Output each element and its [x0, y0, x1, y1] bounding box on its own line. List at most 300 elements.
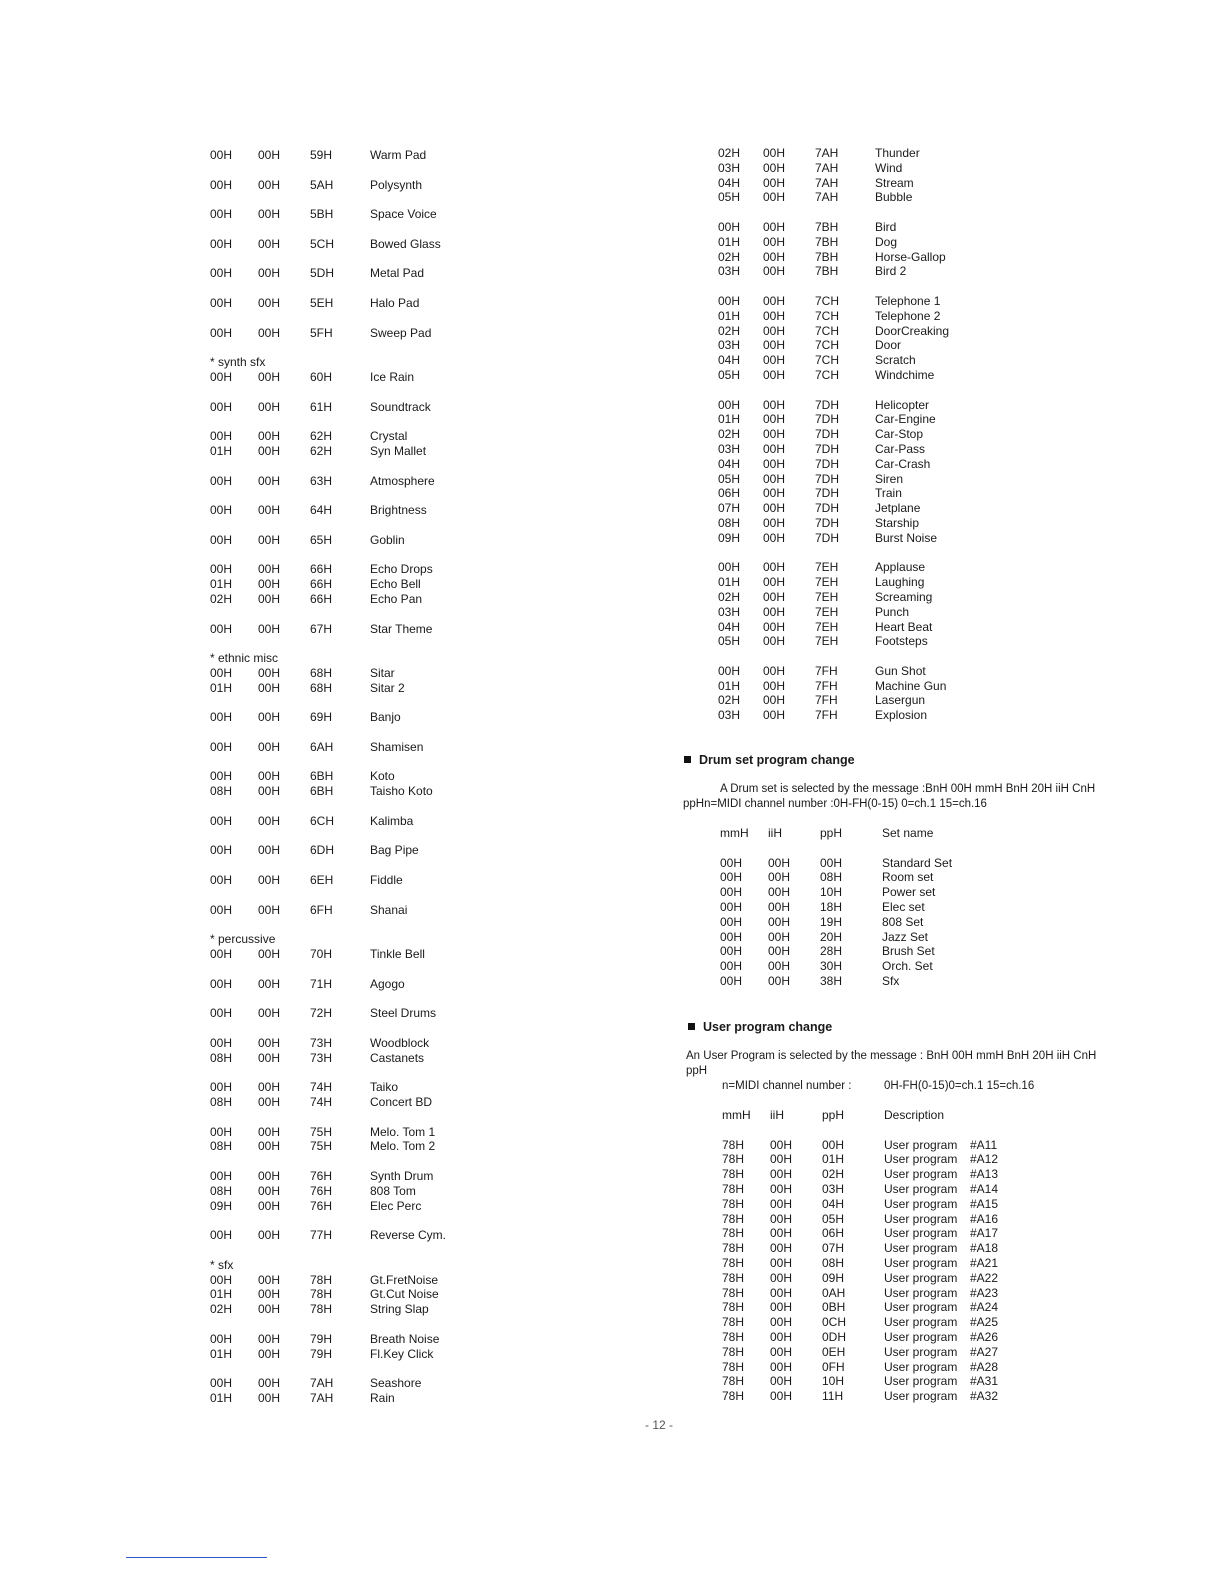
user-program-table [722, 1108, 1042, 1404]
cell: 00H [763, 501, 786, 516]
instrument-row [683, 353, 1153, 368]
cell: 00H [768, 885, 791, 900]
group-spacer [210, 962, 680, 977]
cell: 06H [718, 486, 741, 501]
instrument-row [210, 1273, 680, 1288]
cell: Dog [875, 234, 898, 249]
cell: 78H [722, 1241, 745, 1256]
cell: 7AH [815, 146, 839, 160]
cell: 04H [718, 353, 741, 368]
group-spacer [210, 459, 680, 474]
cell: User program [884, 1315, 958, 1330]
cell: #A15 [970, 1196, 999, 1211]
cell: Castanets [370, 1050, 425, 1065]
cell: 00H [258, 1139, 281, 1154]
group-spacer [210, 281, 680, 296]
cell: User program [884, 1152, 958, 1167]
cell: Fiddle [370, 873, 403, 888]
user-program-row [722, 1197, 1042, 1212]
instrument-row [683, 235, 1153, 250]
group-spacer [210, 518, 680, 533]
instrument-row [210, 1391, 680, 1406]
cell: 7AH [310, 1376, 334, 1391]
group-spacer [210, 858, 680, 873]
cell: 74H [310, 1080, 333, 1095]
cell: 00H [720, 885, 743, 900]
drum-set-heading: Drum set program change [684, 753, 855, 767]
user-program-row [722, 1241, 1042, 1256]
cell: 00H [763, 308, 786, 323]
cell: 7DH [815, 427, 840, 442]
cell: 04H [718, 175, 741, 190]
cell: 06H [822, 1226, 845, 1241]
cell: User program [884, 1389, 958, 1404]
cell: 00H [770, 1196, 793, 1211]
cell: 00H [763, 471, 786, 486]
cell: 00H [210, 739, 233, 754]
cell: 00H [720, 973, 743, 988]
cell: Concert BD [370, 1095, 433, 1109]
cell: Metal Pad [370, 266, 425, 281]
cell: 7CH [815, 293, 840, 308]
cell: #A21 [970, 1255, 999, 1270]
cell: 08H [718, 515, 741, 530]
instrument-row [210, 814, 680, 829]
cell: Melo. Tom 1 [370, 1124, 436, 1139]
cell: mmH [720, 826, 749, 840]
cell: 00H [210, 429, 233, 444]
group-spacer [210, 917, 680, 932]
cell: 00H [763, 219, 786, 234]
instrument-row [210, 148, 680, 163]
cell: 00H [258, 1168, 281, 1183]
cell: 08H [210, 1139, 233, 1154]
cell: 08H [820, 870, 843, 885]
cell: 00H [258, 325, 281, 340]
cell: Elec set [882, 899, 925, 914]
cell: 10H [820, 885, 843, 900]
instrument-row [683, 605, 1153, 620]
cell: 7DH [815, 456, 840, 471]
cell: Woodblock [370, 1035, 430, 1050]
cell: 00H [258, 769, 281, 784]
instrument-row [210, 1376, 680, 1391]
cell: 78H [722, 1329, 745, 1344]
cell: Koto [370, 769, 395, 784]
cell: 7CH [815, 353, 840, 368]
category-label: * sfx [210, 1257, 234, 1272]
instrument-row [210, 1139, 680, 1154]
cell: 7DH [815, 486, 840, 501]
cell: 78H [722, 1285, 745, 1300]
cell: 78H [722, 1389, 745, 1404]
user-program-row [722, 1226, 1042, 1241]
cell: Atmosphere [370, 473, 435, 488]
cell: 30H [820, 959, 843, 974]
cell: Bubble [875, 190, 913, 205]
instrument-row [210, 178, 680, 193]
cell: 00H [720, 870, 743, 885]
cell: Punch [875, 604, 910, 619]
user-program-row [722, 1286, 1042, 1301]
cell: 00H [763, 589, 786, 604]
cell: 73H [310, 1050, 333, 1065]
cell: 01H [718, 412, 741, 427]
category-label: * synth sfx [210, 355, 266, 370]
cell: 68H [310, 665, 333, 680]
cell: 00H [210, 325, 233, 340]
right-instrument-list [683, 146, 1153, 723]
cell: 00H [258, 295, 281, 310]
cell: 05H [718, 367, 741, 382]
cell: Gt.FretNoise [370, 1272, 439, 1287]
cell: User program [884, 1167, 958, 1182]
cell: Kalimba [370, 813, 414, 828]
group-spacer [720, 841, 1020, 856]
cell: 78H [722, 1374, 745, 1389]
cell: 00H [258, 1228, 281, 1243]
cell: 00H [768, 870, 791, 885]
cell: Starship [875, 515, 920, 530]
category-label: * ethnic misc [210, 651, 279, 666]
cell: 00H [258, 843, 281, 858]
instrument-row [210, 740, 680, 755]
cell: Bag Pipe [370, 843, 419, 858]
user-program-heading: User program change [688, 1020, 832, 1034]
cell: 78H [722, 1211, 745, 1226]
cell: 00H [770, 1329, 793, 1344]
cell: Reverse Cym. [370, 1228, 447, 1243]
instrument-row [683, 575, 1153, 590]
instrument-row [210, 370, 680, 385]
cell: User program [884, 1285, 958, 1300]
cell: 00H [763, 249, 786, 264]
cell: #A27 [970, 1344, 999, 1359]
user-program-row [722, 1315, 1042, 1330]
cell: 00H [210, 813, 233, 828]
cell: 00H [720, 899, 743, 914]
cell: 00H [258, 680, 281, 695]
instrument-row [210, 1287, 680, 1302]
drum-set-table [720, 826, 1020, 989]
instrument-row [683, 531, 1153, 546]
cell: 76H [310, 1198, 333, 1213]
user-program-row [722, 1182, 1042, 1197]
cell: 05H [718, 634, 741, 649]
cell: 00H [763, 293, 786, 308]
cell: 05H [718, 190, 741, 205]
group-spacer [683, 383, 1153, 398]
cell: 01H [210, 443, 233, 458]
cell: 79H [310, 1331, 333, 1346]
group-spacer [210, 222, 680, 237]
cell: 7EH [815, 575, 839, 590]
user-program-row [722, 1212, 1042, 1227]
cell: 00H [210, 1006, 233, 1021]
cell: Rain [370, 1390, 395, 1405]
bullet-square-icon [688, 1023, 695, 1030]
cell: 78H [310, 1287, 333, 1302]
cell: 78H [722, 1167, 745, 1182]
cell: 00H [258, 148, 281, 162]
cell: 00H [258, 710, 281, 725]
cell: 00H [210, 562, 233, 577]
cell: Car-Engine [875, 412, 936, 427]
cell: 7EH [815, 619, 839, 634]
group-spacer [210, 192, 680, 207]
cell: Echo Pan [370, 591, 423, 606]
cell: 7AH [815, 190, 839, 205]
group-spacer [210, 1317, 680, 1332]
cell: Applause [875, 560, 926, 575]
cell: Tinkle Bell [370, 947, 425, 962]
user-program-row [722, 1300, 1042, 1315]
instrument-row [210, 1332, 680, 1347]
cell: 0EH [822, 1344, 846, 1359]
cell: 00H [720, 944, 743, 959]
cell: User program [884, 1255, 958, 1270]
instrument-row [210, 681, 680, 696]
cell: 6FH [310, 902, 333, 917]
cell: 59H [310, 148, 333, 162]
cell: 01H [718, 575, 741, 590]
bullet-square-icon [684, 756, 691, 763]
drum-set-row [720, 870, 1020, 885]
cell: 00H [258, 902, 281, 917]
cell: 00H [763, 708, 786, 723]
cell: 5EH [310, 295, 334, 310]
cell: #A22 [970, 1270, 999, 1285]
cell: Polysynth [370, 177, 423, 192]
cell: Synth Drum [370, 1168, 434, 1183]
cell: 0CH [822, 1315, 847, 1330]
cell: 00H [763, 663, 786, 678]
cell: 02H [822, 1167, 845, 1182]
instrument-row [683, 679, 1153, 694]
cell: 5DH [310, 266, 335, 281]
instrument-row [683, 560, 1153, 575]
cell: Syn Mallet [370, 443, 427, 458]
cell: 09H [718, 530, 741, 545]
cell: 00H [763, 693, 786, 708]
cell: 00H [768, 929, 791, 944]
cell: Taiko [370, 1080, 399, 1095]
cell: 03H [718, 441, 741, 456]
cell: 65H [310, 532, 333, 547]
cell: 7BH [815, 219, 839, 234]
cell: 7EH [815, 560, 839, 575]
cell: 00H [763, 530, 786, 545]
cell: 00H [210, 1331, 233, 1346]
instrument-row [683, 294, 1153, 309]
cell: 09H [210, 1198, 233, 1213]
cell: 00H [763, 175, 786, 190]
cell: 7DH [815, 412, 840, 427]
cell: 00H [770, 1211, 793, 1226]
cell: 7EH [815, 634, 839, 649]
cell: 00H [210, 769, 233, 784]
cell: 00H [258, 369, 281, 384]
cell: 00H [770, 1226, 793, 1241]
user-program-row [722, 1256, 1042, 1271]
cell: Soundtrack [370, 399, 431, 414]
cell: Taisho Koto [370, 784, 433, 799]
cell: 08H [822, 1255, 845, 1270]
cell: 00H [258, 1331, 281, 1346]
cell: #A14 [970, 1181, 999, 1196]
instrument-row [210, 1051, 680, 1066]
user-program-channel-label: n=MIDI channel number : [722, 1080, 852, 1092]
instrument-row [683, 368, 1153, 383]
cell: 78H [722, 1255, 745, 1270]
cell: 808 Set [882, 914, 924, 929]
cell: 01H [210, 577, 233, 592]
cell: Sweep Pad [370, 325, 432, 340]
cell: Seashore [370, 1376, 422, 1391]
cell: 72H [310, 1006, 333, 1021]
cell: 00H [210, 710, 233, 725]
cell: 03H [822, 1181, 845, 1196]
cell: 03H [718, 264, 741, 279]
cell: 68H [310, 680, 333, 695]
cell: 11H [822, 1389, 844, 1404]
cell: 00H [258, 1272, 281, 1287]
cell: 00H [258, 1346, 281, 1361]
cell: User program [884, 1300, 958, 1315]
group-spacer [210, 695, 680, 710]
cell: 00H [258, 443, 281, 458]
cell: 7DH [815, 530, 840, 545]
cell: #A13 [970, 1167, 999, 1182]
instrument-row [210, 429, 680, 444]
instrument-row [683, 324, 1153, 339]
cell: 77H [310, 1228, 333, 1243]
cell: 78H [722, 1137, 745, 1152]
cell: #A12 [970, 1152, 999, 1167]
cell: 00H [763, 234, 786, 249]
cell: Orch. Set [882, 959, 933, 974]
instrument-row [683, 190, 1153, 205]
cell: #A31 [970, 1374, 999, 1389]
instrument-row [210, 1199, 680, 1214]
left-instrument-list [210, 148, 680, 1406]
cell: 00H [763, 486, 786, 501]
instrument-row [683, 412, 1153, 427]
cell: 78H [310, 1302, 333, 1317]
instrument-row [683, 250, 1153, 265]
group-spacer [683, 205, 1153, 220]
instrument-row [210, 1036, 680, 1051]
cell: 02H [210, 591, 233, 606]
instrument-row [210, 843, 680, 858]
cell: Shamisen [370, 739, 424, 754]
cell: 78H [722, 1300, 745, 1315]
cell: 00H [720, 929, 743, 944]
cell: 08H [210, 784, 233, 799]
cell: 19H [820, 914, 843, 929]
cell: 00H [718, 219, 741, 234]
cell: User program [884, 1329, 958, 1344]
cell: Ice Rain [370, 369, 415, 384]
cell: 00H [770, 1137, 793, 1152]
cell: DoorCreaking [875, 323, 950, 338]
cell: 78H [722, 1315, 745, 1330]
cell: 00H [763, 575, 786, 590]
cell: Agogo [370, 976, 405, 991]
cell: #A17 [970, 1226, 999, 1241]
cell: 00H [258, 1390, 281, 1405]
cell: 00H [210, 1035, 233, 1050]
cell: 76H [310, 1183, 333, 1198]
instrument-row [683, 161, 1153, 176]
cell: 00H [258, 207, 281, 222]
drum-set-row [720, 900, 1020, 915]
cell: 7FH [815, 708, 838, 723]
instrument-row [210, 666, 680, 681]
cell: 00H [720, 959, 743, 974]
cell: 00H [258, 532, 281, 547]
cell: 00H [718, 663, 741, 678]
instrument-row [210, 977, 680, 992]
cell: 02H [718, 249, 741, 264]
cell: 00H [768, 973, 791, 988]
cell: 61H [310, 399, 333, 414]
cell: 00H [210, 1376, 233, 1391]
instrument-row [683, 664, 1153, 679]
cell: 78H [722, 1181, 745, 1196]
cell: 00H [763, 338, 786, 353]
user-program-channel-range: 0H-FH(0-15)0=ch.1 15=ch.16 [884, 1080, 1035, 1092]
cell: 00H [768, 959, 791, 974]
cell: 01H [210, 1287, 233, 1302]
cell: 00H [258, 873, 281, 888]
cell: 00H [763, 604, 786, 619]
instrument-row [210, 903, 680, 918]
cell: 7FH [815, 678, 838, 693]
cell: 00H [763, 323, 786, 338]
cell: 00H [770, 1181, 793, 1196]
instrument-row [210, 296, 680, 311]
cell: Sitar [370, 665, 395, 680]
instrument-row [683, 427, 1153, 442]
cell: 00H [763, 427, 786, 442]
cell: 00H [763, 190, 786, 205]
group-spacer [210, 1154, 680, 1169]
cell: 66H [310, 577, 333, 592]
group-spacer [210, 888, 680, 903]
instrument-row [210, 326, 680, 341]
instrument-row [210, 207, 680, 222]
instrument-row [210, 873, 680, 888]
instrument-row [683, 338, 1153, 353]
cell: 00H [258, 1198, 281, 1213]
cell: 00H [763, 619, 786, 634]
group-spacer [210, 991, 680, 1006]
cell: Door [875, 338, 902, 353]
cell: 00H [258, 577, 281, 592]
group-spacer [210, 1213, 680, 1228]
cell: 00H [258, 665, 281, 680]
drum-set-row [720, 915, 1020, 930]
instrument-row [683, 634, 1153, 649]
cell: 02H [718, 589, 741, 604]
cell: iiH [768, 826, 782, 840]
cell: 00H [210, 1272, 233, 1287]
instrument-row [683, 693, 1153, 708]
cell: Jetplane [875, 501, 921, 516]
cell: #A24 [970, 1300, 999, 1315]
cell: 00H [258, 1080, 281, 1095]
